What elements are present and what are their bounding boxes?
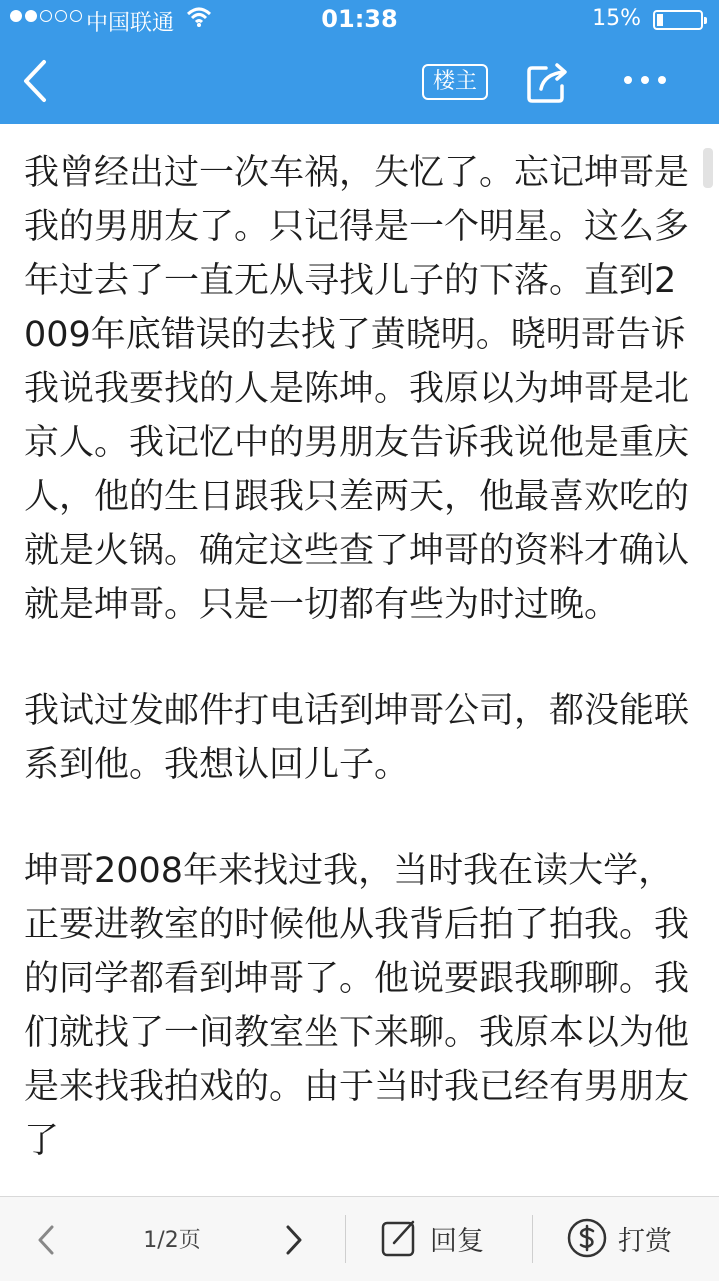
- divider: [532, 1215, 533, 1263]
- nav-bar: [0, 40, 719, 124]
- reply-button[interactable]: [380, 1213, 510, 1263]
- more-icon: [620, 70, 670, 90]
- dollar-icon: [566, 1217, 608, 1259]
- scrollbar[interactable]: [703, 148, 713, 188]
- next-page-button[interactable]: [280, 1223, 308, 1257]
- post-paragraph: 我试过发邮件打电话到坤哥公司，都没能联系到他。我想认回儿子。: [24, 691, 690, 785]
- back-button[interactable]: [18, 58, 54, 104]
- clock: 01:38: [321, 5, 398, 33]
- post-paragraph: 坤哥2008年来找过我，当时我在读大学，正要进教室的时候他从我背后拍了拍我。我的同学都看到坤哥了。他说要跟我聊聊。我们就找了一间教室坐下来聊。我原本以为他是来找我拍戏的。由于当时我已经有男朋友了: [24, 851, 690, 1161]
- share-icon: [526, 60, 570, 104]
- status-bar: [0, 0, 719, 40]
- chevron-left-icon: [18, 58, 54, 104]
- reply-label: 回复: [430, 1225, 484, 1257]
- share-button[interactable]: [526, 60, 570, 104]
- op-only-button[interactable]: 楼主: [422, 64, 488, 100]
- battery-icon: [653, 10, 703, 30]
- carrier-name: 中国联通: [86, 11, 175, 36]
- post-content: [24, 146, 696, 1220]
- divider: [345, 1215, 346, 1263]
- tip-label: 打赏: [618, 1225, 672, 1257]
- prev-page-button[interactable]: [32, 1223, 60, 1257]
- chevron-right-icon: [280, 1223, 308, 1257]
- header: [0, 0, 719, 124]
- edit-icon: [380, 1218, 420, 1258]
- post-paragraph: 我曾经出过一次车祸，失忆了。忘记坤哥是我的男朋友了。只记得是一个明星。这么多年过去了一直无从寻找儿子的下落。直到2009年底错误的去找了黄晓明。晓明哥告诉我说我要找的人是陈坤。我原以为坤哥是北京人。我记忆中的男朋友告诉我说他是重庆人，他的生日跟我只差两天，他最喜欢吃的就是火锅。确定这些查了坤哥的资料才确认就是坤哥。只是一切都有些为时过晚。: [24, 153, 690, 625]
- more-button[interactable]: [620, 70, 670, 90]
- bottom-toolbar: [0, 1196, 719, 1281]
- chevron-left-icon: [32, 1223, 60, 1257]
- tip-button[interactable]: [566, 1213, 706, 1263]
- page-indicator[interactable]: 1/2页: [143, 1228, 201, 1253]
- battery-level-fill: [657, 14, 663, 26]
- battery-percent: 15%: [592, 6, 641, 31]
